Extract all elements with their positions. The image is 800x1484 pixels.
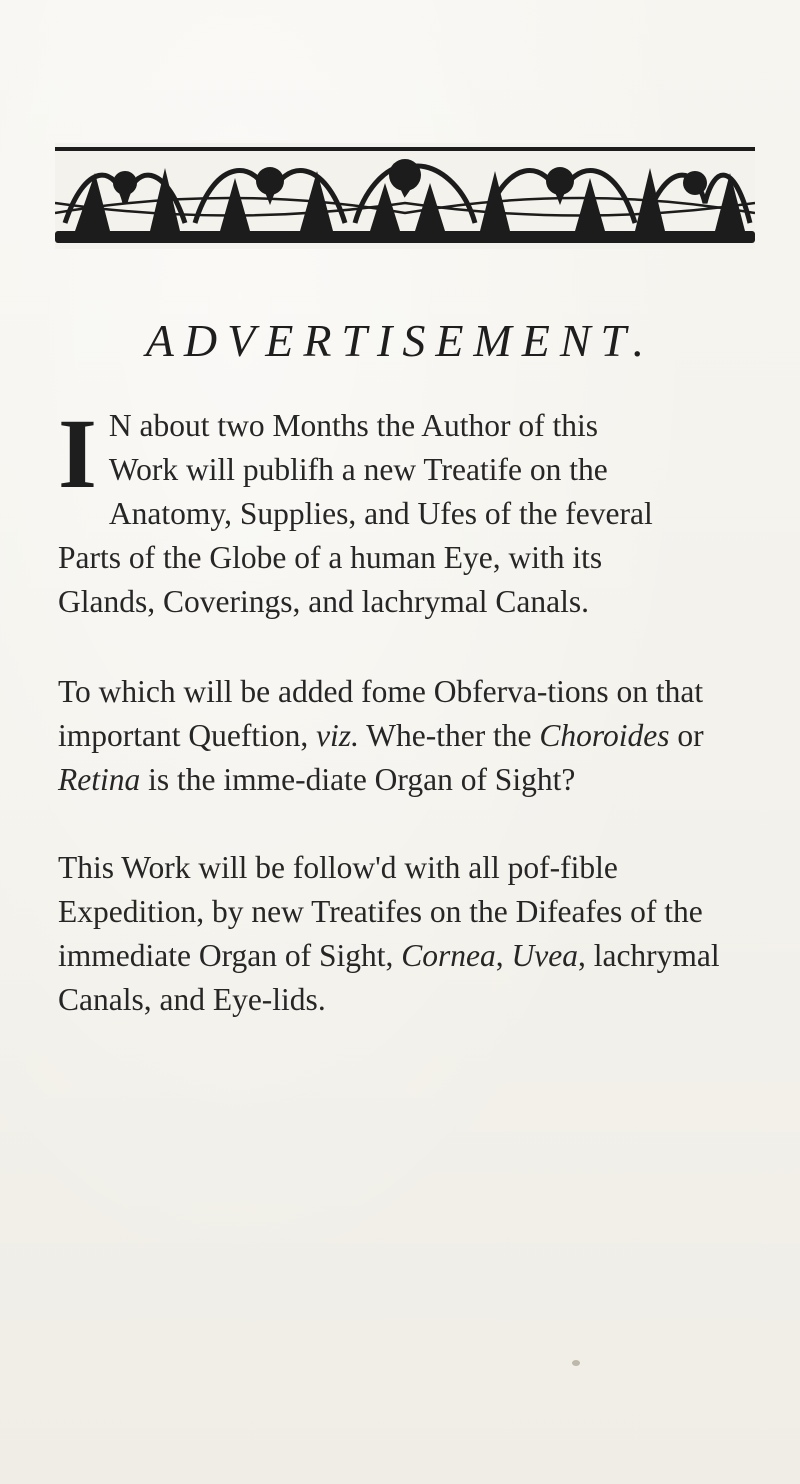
headpiece-ornament-graphic <box>55 143 755 249</box>
paragraph-1-line-1: N about two Months the Author of this <box>108 408 599 443</box>
paragraph-3-text-b: , lachrymal Canals, and Eye-lids. <box>58 938 720 1017</box>
drop-cap: I <box>58 398 97 509</box>
paragraph-1-line-5: Glands, Coverings, and lachrymal Canals. <box>58 584 590 619</box>
paragraph-3 <box>58 846 750 1022</box>
paragraph-1 <box>58 398 750 624</box>
page-heading: ADVERTISEMENT. <box>145 315 655 366</box>
paragraph-2-text-c: or <box>669 718 704 753</box>
paragraph-2-text-d: is the imme-diate Organ of Sight? <box>140 762 576 797</box>
term-retina: Retina <box>58 762 141 797</box>
paragraph-2-text-a: To which will be added fome Obferva-tions on that important Queftion, <box>58 674 704 753</box>
paragraph-2 <box>58 670 750 802</box>
paragraph-1-line-3: Anatomy, Supplies, and Ufes of the feveral <box>108 496 653 531</box>
paragraph-3-text-a: This Work will be follow'd with all pof-fible Expedition, by new Treatifes on the Difeafes of the immediate Organ of Sight, <box>58 850 703 973</box>
paragraph-2-text-b: Whe-ther the <box>358 718 540 753</box>
paragraph-3-comma: , <box>495 938 512 973</box>
term-choroides: Choroides <box>539 718 670 753</box>
paragraph-1-line-2: Work will publifh a new Treatife on the <box>108 452 608 487</box>
term-uvea: Uvea <box>511 938 578 973</box>
ink-speck <box>572 1360 580 1366</box>
paragraph-1-line-4: Parts of the Globe of a human Eye, with its <box>58 540 603 575</box>
term-cornea: Cornea <box>401 938 496 973</box>
viz-abbreviation: viz. <box>316 718 359 753</box>
ornamental-headpiece <box>55 143 755 249</box>
